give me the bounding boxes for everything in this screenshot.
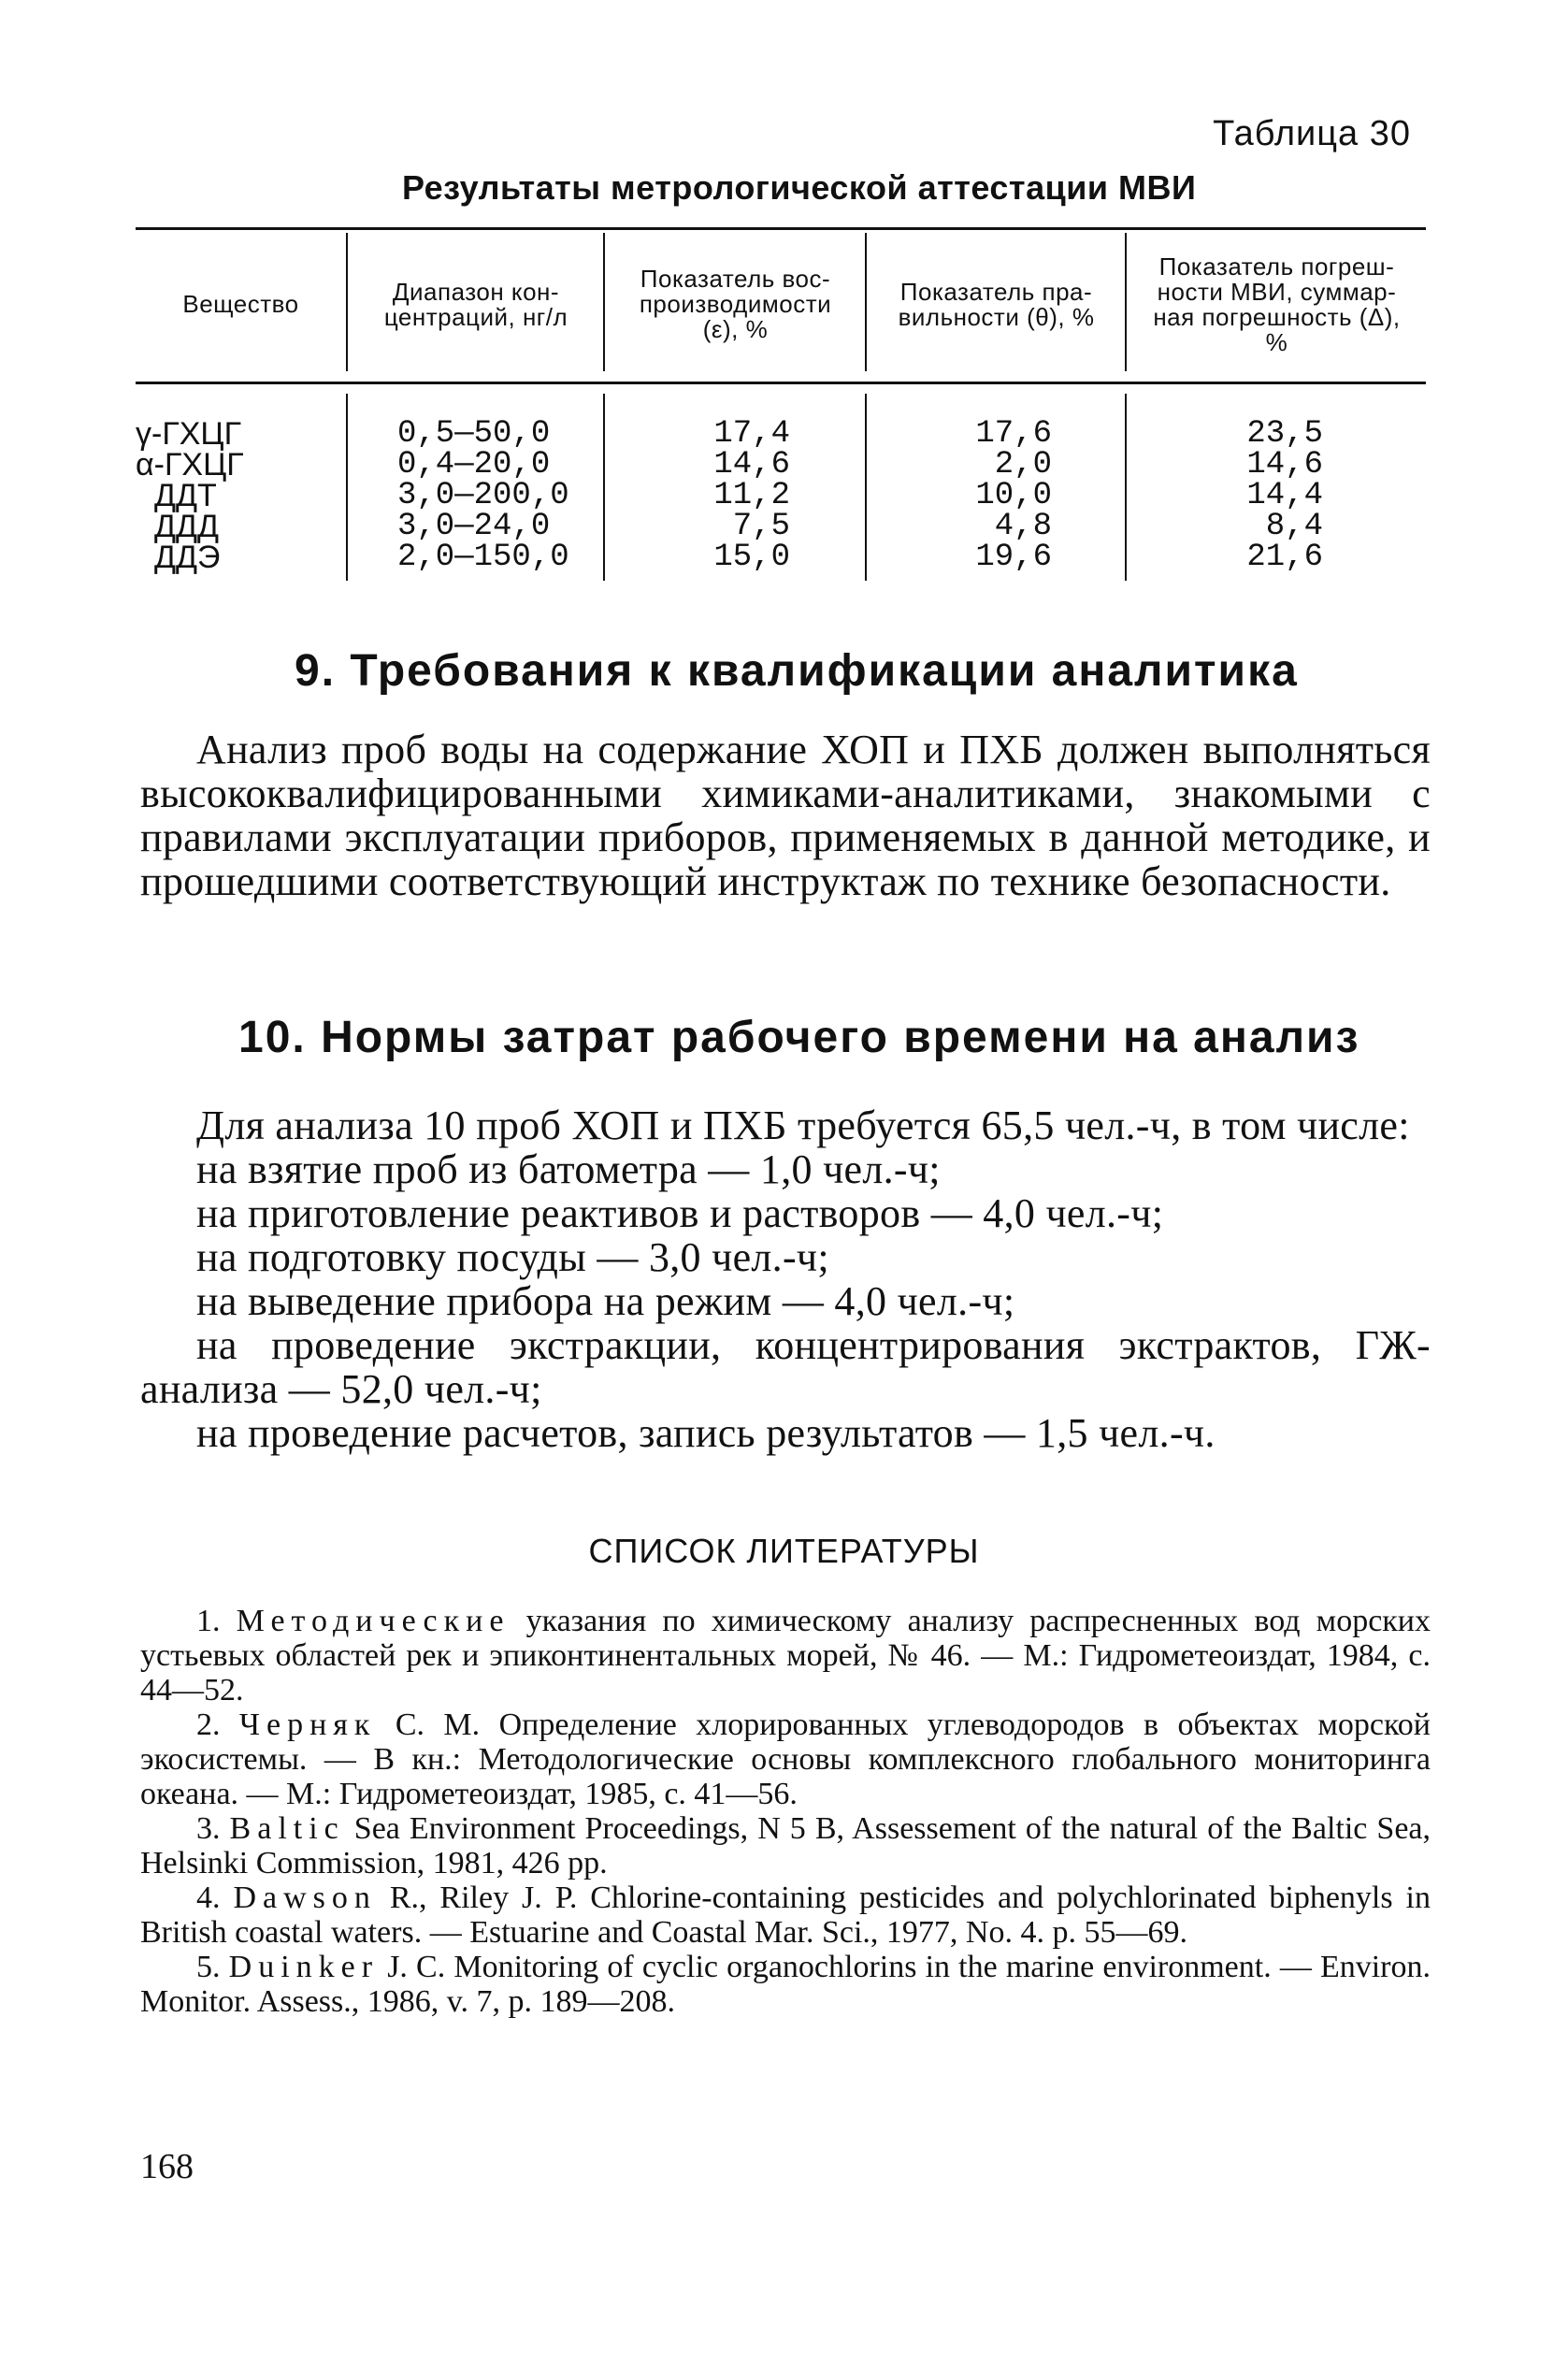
reference-author: Duinker	[228, 1950, 380, 1984]
header-range: Диапазон кон- центраций, нг/л	[383, 277, 568, 331]
reference-item	[140, 1811, 1431, 1880]
header-correctness: Показатель пра- вильности (θ), %	[898, 277, 1095, 331]
table-cell: 8,4	[1265, 509, 1323, 544]
reference-text: указания по химическому анализу распресненных вод морских устьевых областей рек и эпиконтинентальных морей, № 46. — М.: Гидрометеоиздат, 1984, с. 44—52.	[140, 1604, 1431, 1707]
table-cell: 2,0—150,0	[397, 540, 569, 575]
table-title: Результаты метрологической аттестации МВИ	[402, 168, 1197, 207]
table-divider	[346, 233, 348, 371]
table-cell: 14,4	[1246, 478, 1323, 513]
section-10-text	[140, 1103, 1431, 1455]
table-number: Таблица 30	[1213, 114, 1411, 153]
reference-author: Черняк	[238, 1707, 377, 1742]
reference-number: 1.	[196, 1604, 221, 1638]
table-cell: 0,4—20,0	[397, 447, 551, 483]
table-cell: 23,5	[1246, 416, 1323, 452]
list-item: на выведение прибора на режим — 4,0 чел.-ч;	[196, 1278, 1015, 1324]
list-item: на проведение экстракции, концентрирования экстрактов, ГЖ-анализа — 52,0 чел.-ч;	[140, 1322, 1431, 1412]
reference-text: J. C. Monitoring of cyclic organochlorins in the marine environment. — Environ. Monitor. Assess., 1986, v. 7, p. 189—208.	[140, 1950, 1431, 2019]
table-divider	[865, 394, 867, 581]
table-cell: 15,0	[713, 540, 790, 575]
reference-item	[140, 1707, 1431, 1811]
section-9-text	[140, 728, 1431, 903]
table-cell: 14,6	[713, 447, 790, 483]
column-range	[397, 416, 569, 575]
header-error: Показатель погреш- ности МВИ, суммар- ная погрешность (Δ), %	[1153, 252, 1401, 356]
header-substance: Вещество	[182, 290, 299, 318]
table-cell: ДДТ	[154, 478, 217, 513]
table-cell: 0,5—50,0	[397, 416, 551, 452]
reference-item	[140, 1604, 1431, 1707]
table-divider	[346, 394, 348, 581]
table-divider	[603, 233, 605, 371]
table-cell: 10,0	[975, 478, 1052, 513]
list-item: на подготовку посуды — 3,0 чел.-ч;	[196, 1234, 829, 1280]
table-divider	[1125, 233, 1127, 371]
column-error	[1211, 416, 1323, 575]
table-cell: 7,5	[732, 509, 790, 544]
table-cell: 14,6	[1246, 447, 1323, 483]
paragraph: Анализ проб воды на содержание ХОП и ПХБ должен выполняться высококвалифицированными химиками-аналитиками, знакомыми с правилами эксплуатации приборов, применяемых в данной методике, и прошедшими соответствующий инструктаж по технике безопасности.	[140, 727, 1431, 904]
table-cell: 21,6	[1246, 540, 1323, 575]
table-cell: α-ГХЦГ	[136, 447, 244, 483]
table-cell: 19,6	[975, 540, 1052, 575]
section-heading-10: 10. Нормы затрат рабочего времени на анализ	[238, 1013, 1360, 1062]
table-cell: 3,0—200,0	[397, 478, 569, 513]
table-header-rule	[136, 382, 1426, 384]
reference-number: 3.	[196, 1811, 221, 1846]
reference-number: 2.	[196, 1707, 221, 1742]
table-cell: 17,6	[975, 416, 1052, 452]
table-divider	[865, 233, 867, 371]
page-number: 168	[140, 2147, 194, 2186]
list-item: на приготовление реактивов и растворов — 4,0 чел.-ч;	[196, 1190, 1164, 1236]
table-divider	[603, 394, 605, 581]
literature-heading: СПИСОК ЛИТЕРАТУРЫ	[588, 1532, 980, 1570]
reference-text: R., Riley J. P. Chlorine-containing pesticides and polychlorinated biphenyls in British coastal waters. — Estuarine and Coastal Mar. Sci., 1977, No. 4. p. 55—69.	[140, 1880, 1431, 1950]
reference-author: Методические	[236, 1604, 511, 1638]
list-item: на проведение расчетов, запись результатов — 1,5 чел.-ч.	[196, 1410, 1216, 1456]
reference-author: Dawson	[233, 1880, 377, 1915]
table-cell: γ-ГХЦГ	[136, 416, 241, 452]
reference-text: Sea Environment Proceedings, N 5 B, Assessement of the natural of the Baltic Sea, Helsinki Commission, 1981, 426 pp.	[140, 1811, 1431, 1880]
reference-number: 5.	[196, 1950, 221, 1984]
header-reproducibility: Показатель вос- производимости (ε), %	[639, 265, 832, 343]
table-cell: 4,8	[994, 509, 1052, 544]
reference-text: С. М. Определение хлорированных углеводородов в объектах морской экосистемы. — В кн.: Методологические основы комплексного глобального мониторинга океана. — М.: Гидрометеоиздат, 1985, с. 41—56.	[140, 1707, 1431, 1811]
list-item: на взятие проб из батометра — 1,0 чел.-ч;	[196, 1146, 941, 1192]
paragraph: Для анализа 10 проб ХОП и ПХБ требуется 65,5 чел.-ч, в том числе:	[196, 1102, 1410, 1148]
column-substance	[136, 416, 276, 575]
table-cell: 17,4	[713, 416, 790, 452]
table-divider	[1125, 394, 1127, 581]
table-cell: 2,0	[994, 447, 1052, 483]
table-cell: ДДД	[154, 509, 220, 544]
table-cell: ДДЭ	[154, 540, 221, 575]
reference-list	[140, 1604, 1431, 2019]
reference-item	[140, 1880, 1431, 1950]
table-cell: 3,0—24,0	[397, 509, 551, 544]
reference-author: Baltic	[229, 1811, 345, 1846]
reference-number: 4.	[196, 1880, 221, 1915]
reference-item	[140, 1950, 1431, 2019]
section-heading-9: 9. Требования к квалификации аналитика	[295, 646, 1299, 696]
table-cell: 11,2	[713, 478, 790, 513]
column-reproducibility	[678, 416, 790, 575]
column-correctness	[940, 416, 1052, 575]
